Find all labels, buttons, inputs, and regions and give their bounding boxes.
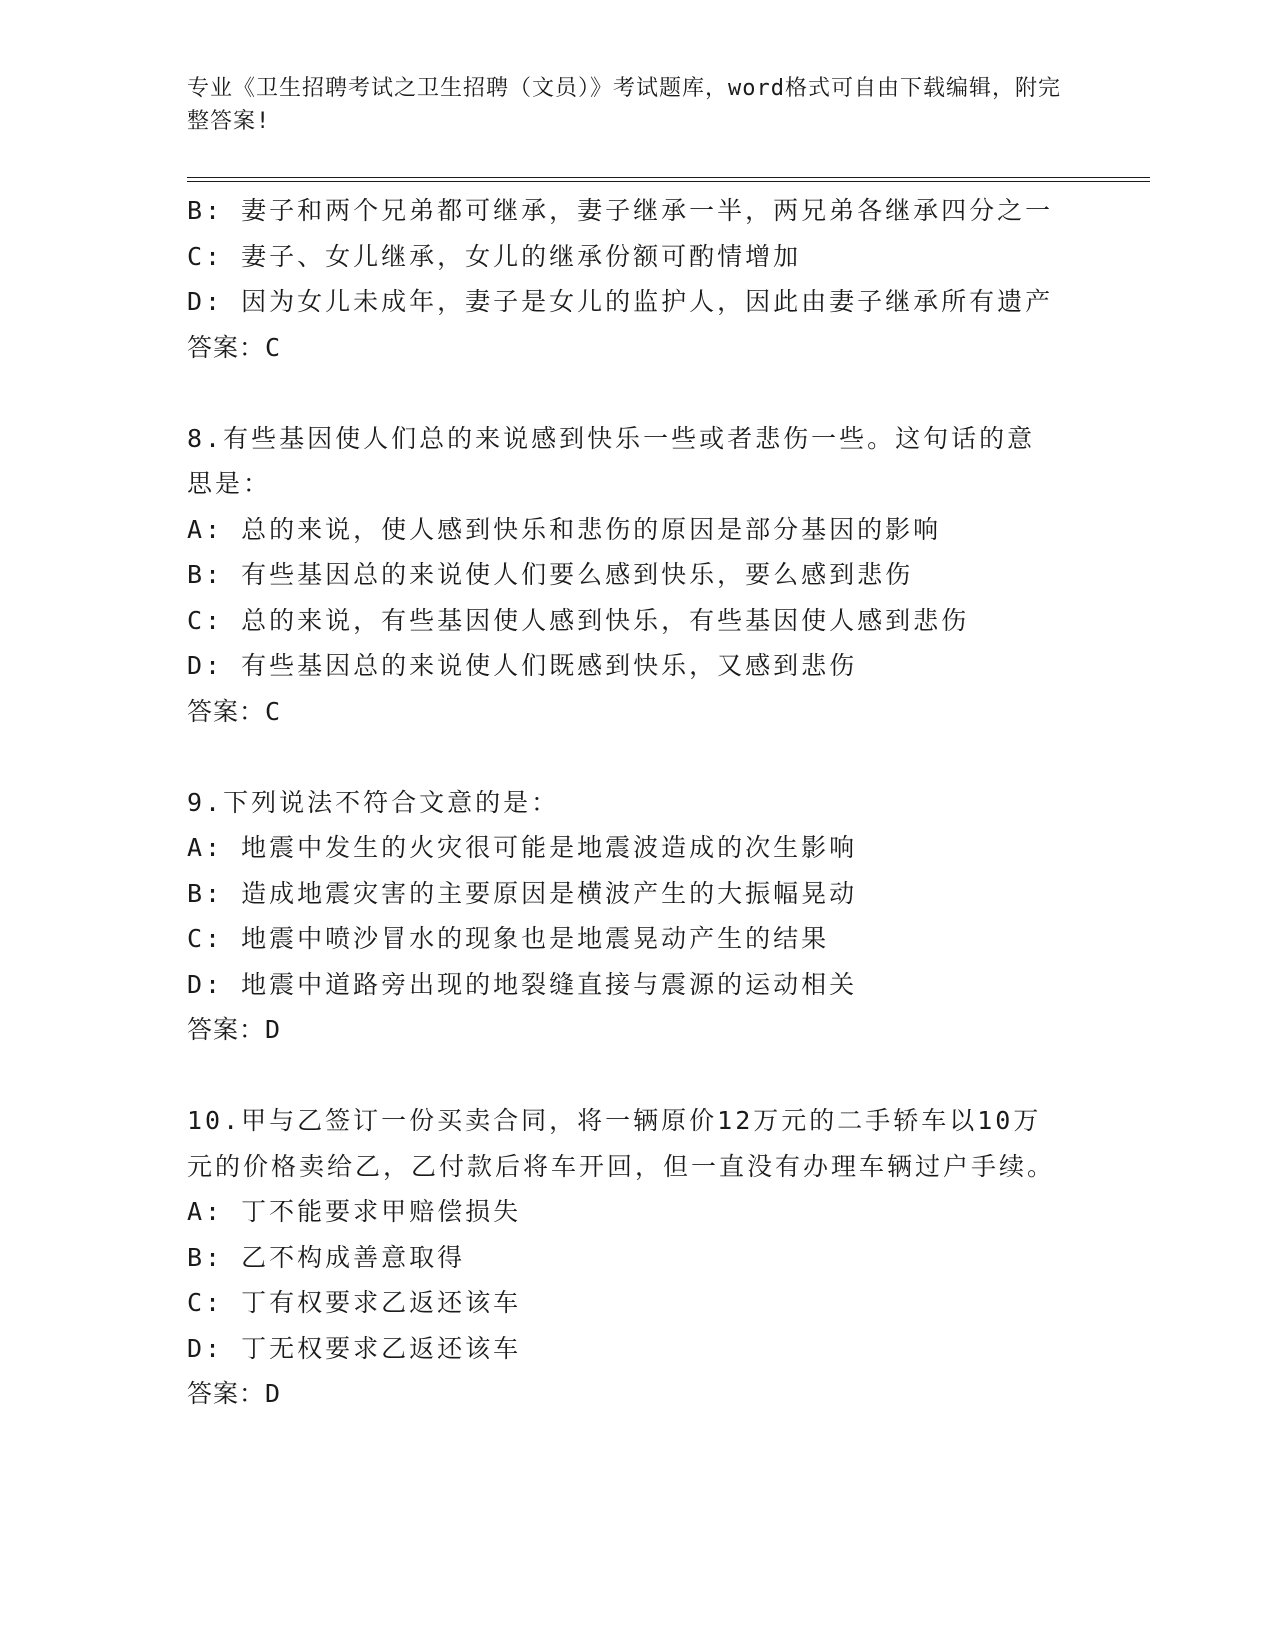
option-b: B: 造成地震灾害的主要原因是横波产生的大振幅晃动 bbox=[187, 878, 858, 908]
option-a: A: 丁不能要求甲赔偿损失 bbox=[187, 1197, 522, 1226]
header-divider-top bbox=[187, 177, 1150, 178]
option-c: C: 丁有权要求乙返还该车 bbox=[187, 1288, 522, 1317]
option-a: A: 地震中发生的火灾很可能是地震波造成的次生影响 bbox=[187, 833, 858, 862]
option-b: B: 妻子和两个兄弟都可继承，妻子继承一半，两兄弟各继承四分之一 bbox=[187, 196, 1054, 225]
question-10-block bbox=[187, 1098, 1087, 1417]
option-d: D: 因为女儿未成年，妻子是女儿的监护人，因此由妻子继承所有遗产 bbox=[187, 287, 1054, 316]
question-8-block bbox=[187, 416, 1087, 735]
question-title: 10.甲与乙签订一份买卖合同，将一辆原价12万元的二手轿车以10万元的价格卖给乙，乙付款后将车开回，但一直没有办理车辆过户手续。 bbox=[187, 1106, 1056, 1181]
option-c: C: 地震中喷沙冒水的现象也是地震晃动产生的结果 bbox=[187, 924, 830, 953]
option-c: C: 妻子、女儿继承，女儿的继承份额可酌情增加 bbox=[187, 241, 802, 271]
page-header: 专业《卫生招聘考试之卫生招聘（文员）》考试题库，word格式可自由下载编辑，附完整答案! bbox=[187, 76, 1061, 134]
option-a: A: 总的来说，使人感到快乐和悲伤的原因是部分基因的影响 bbox=[187, 514, 942, 544]
question-title: 8.有些基因使人们总的来说感到快乐一些或者悲伤一些。这句话的意思是： bbox=[187, 423, 1036, 498]
question-content bbox=[187, 188, 1087, 1417]
option-d: D: 丁无权要求乙返还该车 bbox=[187, 1333, 522, 1363]
spacer bbox=[187, 734, 1087, 780]
header-divider-bottom bbox=[187, 181, 1150, 182]
option-d: D: 地震中道路旁出现的地裂缝直接与震源的运动相关 bbox=[187, 969, 858, 999]
answer-line: 答案：D bbox=[187, 1015, 282, 1044]
previous-question-block bbox=[187, 188, 1087, 370]
option-b: B: 有些基因总的来说使人们要么感到快乐，要么感到悲伤 bbox=[187, 560, 914, 589]
question-9-block bbox=[187, 780, 1087, 1053]
answer-line: 答案：D bbox=[187, 1379, 282, 1408]
answer-line: 答案：C bbox=[187, 332, 282, 362]
option-c: C: 总的来说，有些基因使人感到快乐，有些基因使人感到悲伤 bbox=[187, 605, 970, 635]
spacer bbox=[187, 1053, 1087, 1099]
question-title: 9.下列说法不符合文意的是： bbox=[187, 787, 560, 817]
option-b: B: 乙不构成善意取得 bbox=[187, 1242, 466, 1272]
option-d: D: 有些基因总的来说使人们既感到快乐，又感到悲伤 bbox=[187, 651, 858, 680]
spacer bbox=[187, 370, 1087, 416]
answer-line: 答案：C bbox=[187, 696, 282, 726]
